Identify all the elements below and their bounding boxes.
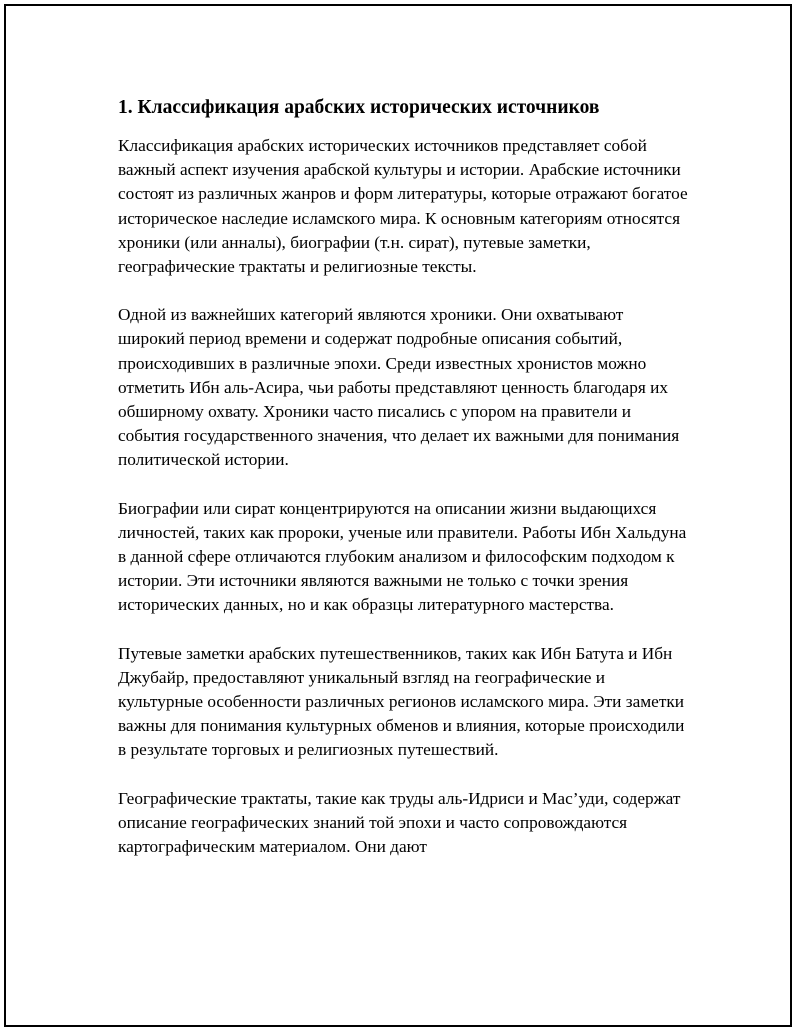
document-body bbox=[118, 96, 692, 859]
paragraph-intro: Классификация арабских исторических источников представляет собой важный аспект изучения арабской культуры и истории. Арабские источники состоят из различных жанров и форм литературы, которые отражают богатое историческое наследие исламского мира. К основным категориям относятся хроники (или анналы), биографии (т.н. сират), путевые заметки, географические трактаты и религиозные тексты. bbox=[118, 136, 688, 277]
paragraph-chronicles: Одной из важнейших категорий являются хроники. Они охватывают широкий период времени и содержат подробные описания событий, происходивших в различные эпохи. Среди известных хронистов можно отметить Ибн аль-Асира, чьи работы представляют ценность благодаря их обширному охвату. Хроники часто писались с упором на правители и события государственного значения, что делает их важными для понимания политической истории. bbox=[118, 305, 680, 470]
paragraph-geographic-treatises: Географические трактаты, такие как труды аль-Идриси и Мас’уди, содержат описание географических знаний той эпохи и часто сопровождаются картографическим материалом. Они дают bbox=[118, 788, 681, 857]
paragraph-travel-notes: Путевые заметки арабских путешественников, таких как Ибн Батута и Ибн Джубайр, предоставляют уникальный взгляд на географические и культурные особенности различных регионов исламского мира. Эти заметки важны для понимания культурных обменов и влияния, которые происходили в результате торговых и религиозных путешествий. bbox=[118, 643, 685, 760]
paragraph-biographies: Биографии или сират концентрируются на описании жизни выдающихся личностей, таких как пророки, ученые или правители. Работы Ибн Хальдуна в данной сфере отличаются глубоким анализом и философским подходом к истории. Эти источники являются важными не только с точки зрения исторических данных, но и как образцы литературного мастерства. bbox=[118, 498, 687, 615]
section-heading: 1. Классификация арабских исторических источников bbox=[118, 97, 600, 118]
